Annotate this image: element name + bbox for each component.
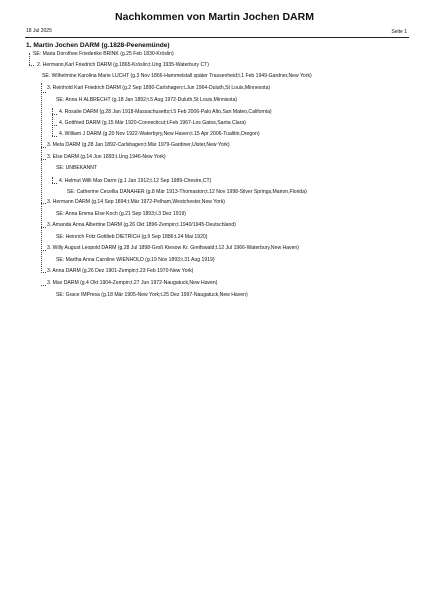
descendant-entry: 3. Amanda Anna Albertine DARM (g.26 Okt 1896-Zempin;t.1940/1945-Deutschland) [47, 222, 236, 228]
header-rule [25, 37, 409, 38]
descendant-entry: 3. Reinhold Karl Friedrich DARM (g.2 Sep 1890-Carlshagen;t.Jun 1964-Duluth,St Louis,Minnesota) [47, 85, 271, 91]
tree-connector [41, 285, 46, 286]
spouse-entry: SE: Heinrich Fritz Gottlieb DIETRICH (g.9 Sep 1886;t.24 Mai 1920) [56, 234, 208, 240]
tree-connector [52, 125, 57, 126]
tree-connector [41, 250, 46, 251]
tree-connector [52, 183, 57, 184]
descendant-entry: 1. Martin Jochen DARM (g.1828-Peenemünde) [26, 42, 170, 49]
tree-connector [41, 92, 46, 93]
tree-connector [52, 114, 57, 115]
spouse-entry: SE: Martha Anna Caroline WIENHOLD (g.19 Nov 1893;t.31 Aug 1919) [56, 257, 215, 263]
descendant-entry: 4. Gottfried DARM (g.15 Mär 1920-Connecticut;t.Feb 1967-Los Gatos,Santa Clara) [59, 120, 246, 126]
tree-connector [52, 108, 53, 136]
descendant-entry: 3. Anna DARM (g.26 Dez 1901-Zempin;t.23 Feb 1970-New York) [47, 268, 194, 274]
spouse-entry: SE: UNBEKANNT [56, 165, 98, 171]
descendant-entry: 3. Meta DARM (g.28 Jan 1892-Carlshagen;t.Mär 1979-Gardiner,Ulster,New York) [47, 142, 230, 148]
tree-connector [41, 227, 46, 228]
tree-connector [41, 203, 46, 204]
spouse-entry: SE: Catherine Cecellia DANAHER (g.8 Mär 1913-Thomaston;t.12 Nov 1998-Silver Springs,Marion,Florida) [67, 189, 307, 195]
report-title: Nachkommen von Martin Jochen DARM [115, 11, 314, 23]
page-number: Seite 1 [391, 29, 407, 35]
descendant-entry: 3. Hermann DARM (g.14 Sep 1894;t.Mär 1972-Pelham,Westchester,New York) [47, 199, 225, 205]
descendant-entry: 2. Hermann,Karl Friedrich DARM (g.1865-Kröslin;t.Ung 1935-Waterbury CT) [37, 62, 209, 68]
tree-connector [41, 159, 46, 160]
spouse-entry: SE: Anna Emma Else Koch (g.21 Sep 1893;t.3 Dez 1919) [56, 211, 186, 217]
descendant-entry: 4. Rosalie DARM (g.28 Jan 1918-Massachusetts;t.5 Feb 2006-Palo Alto,San Mateo,California) [59, 109, 272, 115]
tree-connector [41, 83, 42, 273]
spouse-entry: SE: Maria Dorothee Friederike BRINK (g.25 Feb 1830-Kröslin) [33, 51, 174, 57]
descendant-entry: 4. William J DARM (g.20 Nov 1922-Waterbyry,New Haven;t.15 Apr 2006-Tualitin,Oregon) [59, 131, 260, 137]
spouse-entry: SE: Grace IMPresa (g.18 Mär 1905-New York;t.25 Dez 1997-Naugatuck,New Haven) [56, 292, 248, 298]
descendant-entry: 3. Else DARM (g.14 Jun 1893;t.Ung 1946-New York) [47, 154, 166, 160]
tree-connector [41, 272, 46, 273]
tree-connector [29, 53, 30, 65]
tree-connector [29, 65, 34, 66]
tree-connector [52, 136, 57, 137]
spouse-entry: SE: Anna H ALBRECHT (g.18 Jan 1892;t.5 Aug 1972-Duluth,St Louis,Minnisota) [56, 97, 238, 103]
descendant-entry: 4. Helmut Willi Max Darm (g.1 Jan 1912;t.12 Sep 1989-Chesire,CT) [59, 178, 212, 184]
tree-connector [41, 147, 46, 148]
descendant-entry: 3. Max DARM (g.4 Okt 1904-Zempin;t.27 Jun 1972-Naugatuck,New Haven) [47, 280, 218, 286]
descendant-entry: 3. Willy August Leopold DARM (g.28 Jul 1898-Groß Kiesow Kr. Greifswald;t.12 Jul 1966-Waterbury,New Haven) [47, 245, 299, 251]
report-date: 18 Jul 2025 [26, 28, 52, 34]
spouse-entry: SE: Wilhelmine Karolina Marie LUCHT (g.3 Nov 1866-Hammelstall später Trassenheid;t.1 Feb 1949-Gardner,New York) [42, 73, 312, 79]
